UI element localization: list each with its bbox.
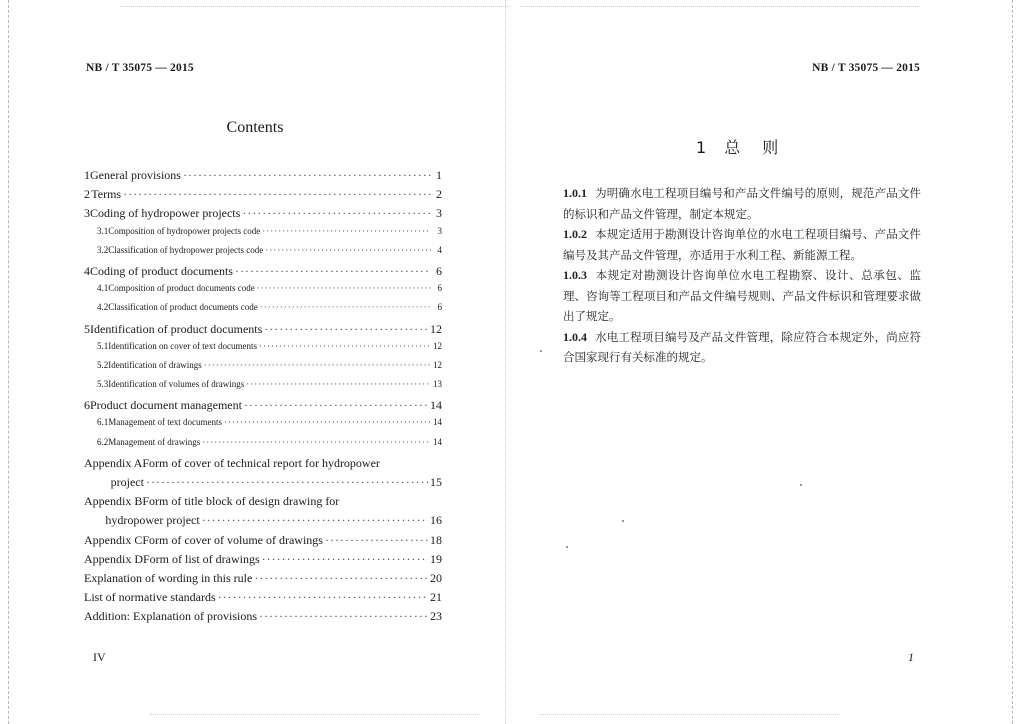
clause-paragraph (563, 265, 921, 327)
toc-entry-title: Form of cover of technical report for hydropower (142, 455, 380, 470)
toc-dot-leader (146, 475, 428, 490)
toc-entry-page: 19 (430, 551, 442, 566)
toc-entry (84, 206, 442, 225)
toc-dot-leader (204, 360, 431, 370)
toc-entry (84, 322, 442, 341)
toc-entry (84, 571, 442, 590)
contents-title: Contents (226, 119, 284, 136)
toc-entry (84, 475, 442, 494)
toc-entry-title: Identification of drawings (108, 359, 202, 370)
toc-entry-page: 18 (430, 532, 442, 547)
right-page-number: 1 (908, 650, 914, 664)
clause-text: 水电工程项目编号及产品文件管理，除应符合本规定外，尚应符合国家现行有关标准的规定。 (563, 329, 921, 364)
scan-speck (540, 350, 542, 352)
right-page-header: NB / T 35075 — 2015 (812, 62, 920, 74)
toc-entry-title: Explanation of wording in this rule (84, 570, 253, 585)
toc-entry-title: Management of drawings (108, 436, 201, 447)
toc-dot-leader (262, 226, 431, 236)
toc-entry-title: Coding of hydropower projects (90, 206, 241, 221)
toc-entry-number: Appendix B (84, 494, 143, 509)
toc-entry (84, 168, 442, 187)
clause-number: 1.0.2 (563, 227, 587, 241)
toc-entry-title: Classification of product documents code (108, 302, 258, 313)
toc-entry-title: Composition of hydropower projects code (108, 225, 261, 236)
toc-entry-page: 3 (436, 206, 442, 221)
toc-entry-page: 21 (430, 590, 442, 605)
toc-entry-title: Form of cover of volume of drawings (142, 532, 323, 547)
toc-entry-title: Form of list of drawings (143, 551, 260, 566)
toc-dot-leader (264, 322, 428, 337)
toc-entry-page: 14 (433, 436, 442, 447)
toc-entry-number: 2 (84, 187, 90, 202)
toc-entry-title: List of normative standards (84, 590, 216, 605)
toc-entry-number: 3.1 (97, 225, 109, 236)
toc-entry-title: Terms (91, 187, 122, 202)
left-page-number: IV (93, 650, 106, 664)
toc-entry (84, 187, 442, 206)
toc-entry-page: 15 (430, 475, 442, 489)
toc-entry-number: 4 (84, 263, 90, 278)
toc-entry-number: 4.1 (97, 283, 109, 294)
toc-entry (84, 437, 442, 456)
toc-entry (84, 609, 442, 628)
toc-entry-page: 12 (433, 359, 442, 370)
toc-entry (84, 379, 442, 398)
toc-entry (84, 264, 442, 283)
toc-dot-leader (242, 206, 431, 221)
clause-paragraph (563, 224, 921, 265)
toc-entry-number: 4.2 (97, 302, 109, 313)
toc-entry-number: 5 (84, 321, 90, 336)
scan-speck (566, 546, 568, 548)
toc-entry-number: Appendix A (84, 455, 143, 470)
toc-entry-page: 20 (430, 570, 442, 585)
toc-entry-page: 3 (437, 225, 442, 236)
left-page-header: NB / T 35075 — 2015 (86, 62, 194, 74)
toc-entry (84, 494, 442, 513)
toc-entry-page: 12 (433, 340, 442, 351)
toc-entry (84, 245, 442, 264)
clause-paragraph (563, 183, 921, 224)
toc-entry-title: Coding of product documents (90, 263, 233, 278)
toc-entry (84, 398, 442, 417)
toc-entry (84, 590, 442, 609)
toc-entry-page: 16 (430, 513, 442, 528)
toc-dot-leader (224, 417, 431, 427)
toc-entry (84, 417, 442, 436)
toc-entry-page: 23 (430, 609, 442, 624)
toc-entry-number: Appendix C (84, 532, 143, 547)
toc-entry-title: Composition of product documents code (108, 283, 255, 294)
scan-speck (800, 484, 802, 486)
toc-entry-number: 3 (84, 206, 90, 221)
toc-entry-page: 14 (433, 417, 442, 428)
toc-entry-number: 5.1 (97, 340, 109, 351)
toc-entry (84, 456, 442, 475)
toc-entry-number: 5.3 (97, 379, 109, 390)
toc-entry (84, 360, 442, 379)
toc-entry-title: Addition: Explanation of provisions (84, 609, 257, 624)
toc-entry-page: 2 (436, 187, 442, 202)
toc-entry-page: 14 (430, 398, 442, 413)
toc-dot-leader (254, 571, 428, 586)
toc-entry-number: 5.2 (97, 359, 109, 370)
toc-entry-number: 3.2 (97, 244, 109, 255)
toc-dot-leader (246, 379, 431, 389)
toc-entry-title: Identification of volumes of drawings (108, 379, 245, 390)
toc-entry (84, 552, 442, 571)
toc-entry-title: Identification of product documents (90, 321, 263, 336)
toc-dot-leader (262, 552, 428, 567)
toc-dot-leader (235, 264, 431, 279)
toc-dot-leader (265, 245, 431, 255)
clause-number: 1.0.4 (563, 329, 587, 344)
clause-number: 1.0.1 (563, 186, 587, 200)
scan-top-rule-right (520, 6, 920, 8)
toc-entry-page: 13 (433, 379, 442, 390)
toc-entry (84, 283, 442, 302)
scan-speck (622, 520, 624, 522)
toc-entry (84, 226, 442, 245)
chapter-number: 1 (696, 138, 707, 157)
chapter-title: 总则 (724, 138, 801, 157)
toc-entry (84, 533, 442, 552)
toc-entry-page: 6 (437, 283, 442, 294)
toc-dot-leader (202, 513, 428, 528)
clause-paragraph (563, 327, 921, 368)
toc-entry-page: 12 (430, 321, 442, 336)
clause-text: 本规定适用于勘测设计咨询单位的水电工程项目编号、产品文件编号及其产品文件管理，亦适用于水利工程、新能源工程。 (563, 227, 921, 262)
toc-entry-page: 4 (437, 244, 442, 255)
toc-dot-leader (244, 398, 428, 413)
toc-dot-leader (183, 168, 431, 183)
left-page (0, 0, 510, 724)
toc-dot-leader (259, 609, 428, 624)
table-of-contents (84, 168, 442, 629)
clause-text: 为明确水电工程项目编号和产品文件编号的原则，规范产品文件的标识和产品文件管理，制定本规定。 (563, 186, 921, 221)
toc-entry-number: 6.2 (97, 436, 109, 447)
toc-entry-title: General provisions (90, 168, 181, 182)
toc-entry-page: 6 (436, 263, 442, 278)
clause-text: 本规定对勘测设计咨询单位水电工程勘察、设计、总承包、监理、咨询等工程项目和产品文件编号规则、产品文件标识和管理要求做出了规定。 (563, 268, 921, 323)
toc-entry-number: 6.1 (97, 417, 109, 428)
toc-dot-leader (260, 302, 431, 312)
toc-entry-page: 6 (437, 302, 442, 313)
toc-entry-number: Appendix D (84, 551, 143, 566)
toc-dot-leader (325, 533, 428, 548)
toc-entry-title: Product document management (90, 398, 242, 413)
toc-entry-title: Form of title block of design drawing for (142, 494, 340, 509)
scan-bottom-rule-right (540, 714, 840, 716)
toc-dot-leader (218, 590, 428, 605)
toc-entry-title: project (110, 475, 144, 489)
toc-entry (84, 341, 442, 360)
toc-entry-number: 6 (84, 398, 90, 413)
toc-entry-title: hydropower project (105, 513, 200, 528)
toc-entry-title: Identification on cover of text documents (108, 340, 257, 351)
toc-dot-leader (202, 437, 431, 447)
scan-edge-right (1012, 0, 1014, 724)
toc-entry (84, 513, 442, 532)
clause-number: 1.0.3 (563, 268, 587, 282)
toc-entry-title: Management of text documents (108, 417, 222, 428)
toc-entry (84, 302, 442, 321)
toc-entry-page: 1 (436, 168, 442, 182)
toc-dot-leader (123, 187, 431, 202)
chapter-heading (696, 135, 800, 158)
clause-list (563, 183, 921, 368)
toc-dot-leader (259, 341, 431, 351)
toc-dot-leader (257, 283, 431, 293)
toc-entry-title: Classification of hydropower projects code (108, 244, 264, 255)
toc-entry-number: 1 (84, 168, 90, 182)
